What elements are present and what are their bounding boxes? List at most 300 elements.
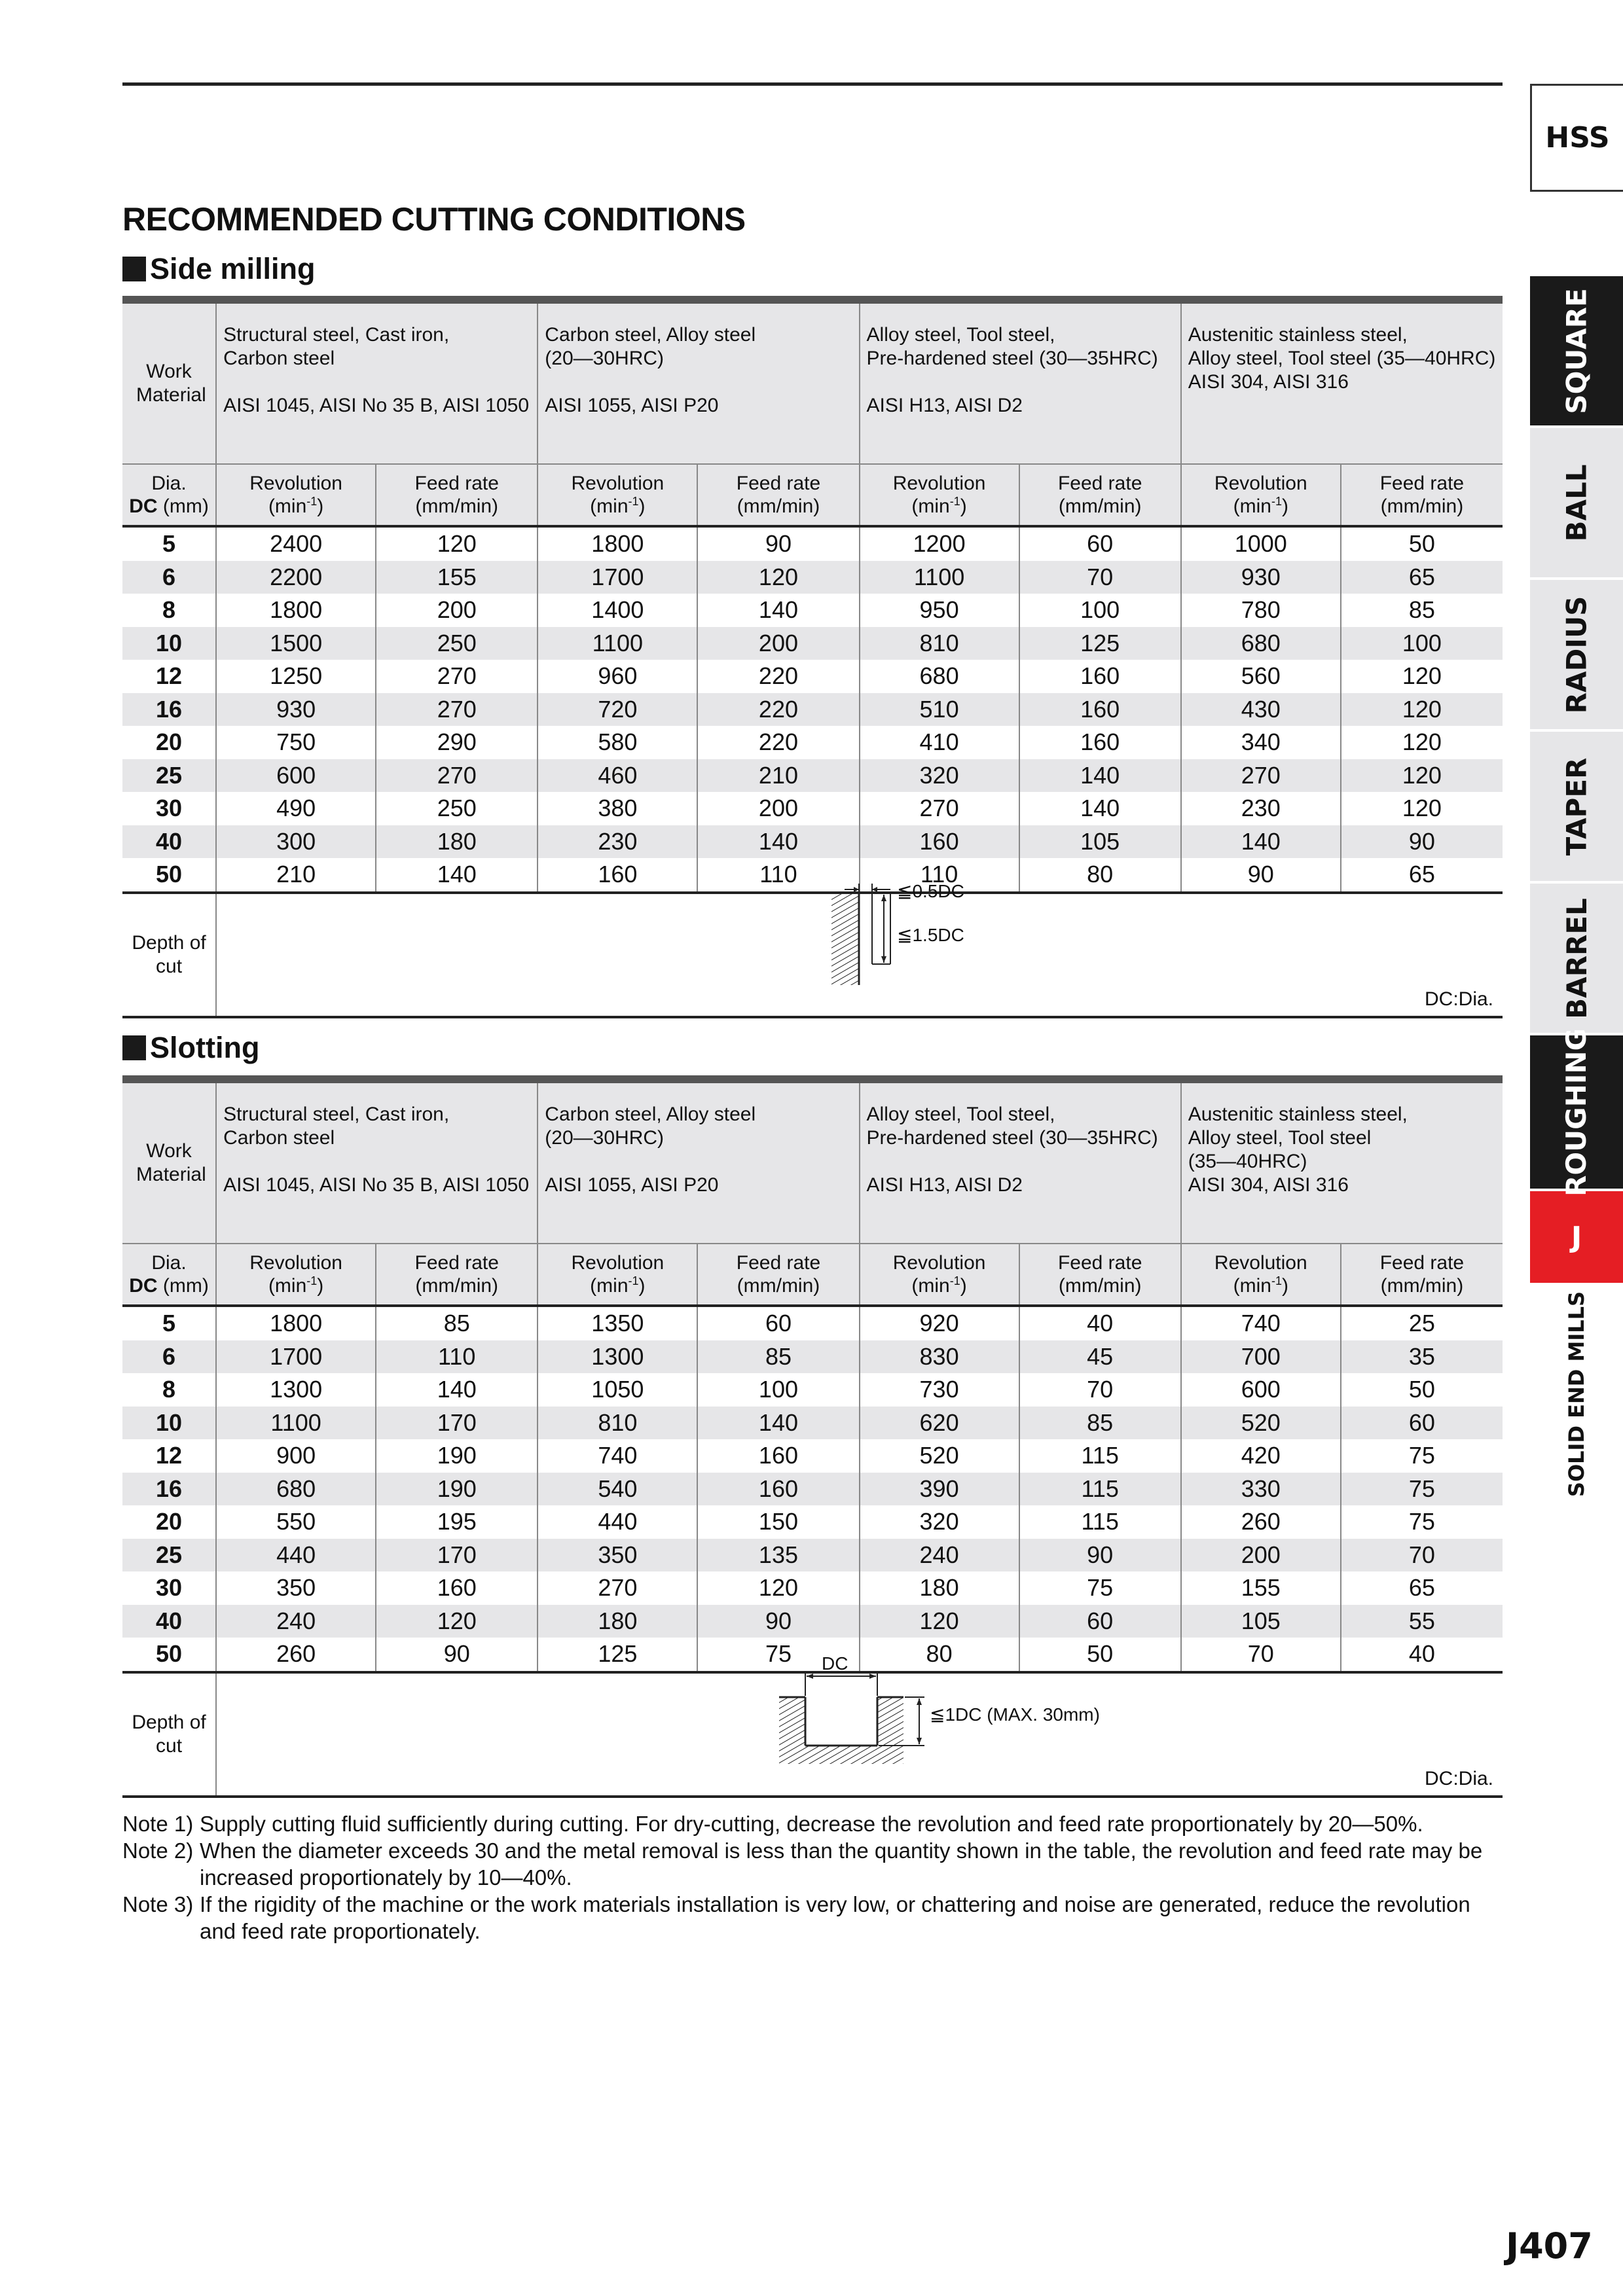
unit-close: ) — [638, 1275, 646, 1297]
dia-cell: 5 — [162, 1310, 176, 1337]
value-cell: 60 — [1019, 1605, 1181, 1638]
value-cell: 720 — [538, 693, 697, 726]
feed-label: Feed rate — [1057, 473, 1142, 494]
value-cell: 85 — [1341, 594, 1503, 627]
material-group-3 — [1181, 1079, 1503, 1244]
feed-unit: (mm/min) — [415, 495, 499, 517]
value-cell: 410 — [860, 726, 1019, 759]
value-cell: 270 — [376, 693, 538, 726]
work-material-label — [122, 300, 216, 464]
value-cell: 120 — [860, 1605, 1019, 1638]
material-code: AISI 304, AISI 316 — [1188, 1174, 1349, 1196]
value-cell: 45 — [1019, 1340, 1181, 1374]
value-cell: 750 — [216, 726, 376, 759]
dia-header — [122, 1244, 216, 1306]
value-cell: 380 — [538, 792, 697, 825]
value-cell: 620 — [860, 1407, 1019, 1440]
depth-label — [122, 893, 216, 1017]
value-cell: 270 — [860, 792, 1019, 825]
table-row — [122, 1505, 1503, 1539]
tab-ball[interactable] — [1530, 428, 1623, 580]
section-bullet — [122, 257, 146, 281]
value-cell: 260 — [216, 1638, 376, 1672]
unit-close: ) — [960, 495, 967, 517]
value-cell: 510 — [860, 693, 1019, 726]
feed-label: Feed rate — [736, 1252, 821, 1274]
revolution-unit — [538, 1274, 697, 1297]
note-2 — [122, 1837, 1504, 1891]
table-row — [122, 1407, 1503, 1440]
unit-exp: -1 — [949, 495, 960, 508]
value-cell: 50 — [1019, 1638, 1181, 1672]
feed-header — [1019, 464, 1181, 526]
value-cell: 210 — [216, 858, 376, 893]
revolution-header — [216, 464, 376, 526]
value-cell: 950 — [860, 594, 1019, 627]
value-cell: 220 — [697, 726, 859, 759]
feed-label: Feed rate — [414, 473, 499, 494]
value-cell: 210 — [697, 759, 859, 793]
revolution-unit — [860, 495, 1019, 518]
material-group-1 — [538, 300, 859, 464]
revolution-unit — [860, 1274, 1019, 1297]
unit-close: ) — [317, 1275, 324, 1297]
value-cell: 460 — [538, 759, 697, 793]
revolution-label: Revolution — [1214, 1252, 1307, 1274]
value-cell: 160 — [538, 858, 697, 893]
material-desc: Alloy steel, Tool steel, — [866, 324, 1055, 346]
feed-header — [697, 1244, 859, 1306]
value-cell: 75 — [1019, 1571, 1181, 1605]
value-cell: 1100 — [860, 561, 1019, 594]
table-row — [122, 1373, 1503, 1407]
material-desc: Austenitic stainless steel, — [1188, 324, 1408, 346]
unit-close: ) — [1281, 1275, 1288, 1297]
value-cell: 930 — [216, 693, 376, 726]
value-cell: 350 — [538, 1539, 697, 1572]
value-cell: 155 — [1181, 1571, 1341, 1605]
unit-base: (min — [590, 495, 629, 517]
material-desc: (35—40HRC) — [1188, 1151, 1307, 1172]
feed-unit: (mm/min) — [1380, 495, 1464, 517]
tab-radius[interactable] — [1530, 580, 1623, 732]
side-tabs — [1530, 276, 1623, 1283]
value-cell: 65 — [1341, 1571, 1503, 1605]
table-row — [122, 1473, 1503, 1506]
value-cell: 250 — [376, 792, 538, 825]
value-cell: 105 — [1181, 1605, 1341, 1638]
table-row — [122, 526, 1503, 561]
value-cell: 40 — [1019, 1306, 1181, 1340]
depth-label-line: Depth of — [132, 931, 206, 954]
value-cell: 200 — [1181, 1539, 1341, 1572]
value-cell: 170 — [376, 1407, 538, 1440]
dia-cell: 10 — [122, 1407, 216, 1440]
section-title-text: Slotting — [150, 1031, 260, 1064]
value-cell: 810 — [860, 627, 1019, 660]
value-cell: 125 — [1019, 627, 1181, 660]
dc-note: DC:Dia. — [1424, 1767, 1493, 1789]
top-rule — [122, 82, 1503, 86]
material-code: AISI H13, AISI D2 — [866, 1174, 1023, 1196]
value-cell: 200 — [376, 594, 538, 627]
value-cell: 65 — [1341, 858, 1503, 893]
note-label: Note 2) — [122, 1839, 194, 1863]
work-material-text: Work Material — [136, 1140, 206, 1185]
value-cell: 600 — [216, 759, 376, 793]
material-desc: Alloy steel, Tool steel (35—40HRC) — [1188, 348, 1496, 369]
value-cell: 75 — [1341, 1473, 1503, 1506]
depth-label-line: Depth of — [132, 1711, 206, 1733]
value-cell: 140 — [697, 594, 859, 627]
value-cell: 120 — [1341, 726, 1503, 759]
table-row — [122, 1539, 1503, 1572]
value-cell: 70 — [1019, 1373, 1181, 1407]
material-code: AISI 1045, AISI No 35 B, AISI 1050 — [223, 1174, 530, 1196]
value-cell: 240 — [860, 1539, 1019, 1572]
material-desc: Alloy steel, Tool steel — [1188, 1127, 1372, 1149]
dia-header-line: DC (mm) — [129, 495, 209, 517]
value-cell: 740 — [538, 1439, 697, 1473]
material-desc: Pre-hardened steel (30—35HRC) — [866, 348, 1158, 369]
value-cell: 730 — [860, 1373, 1019, 1407]
value-cell: 120 — [697, 561, 859, 594]
value-cell: 390 — [860, 1473, 1019, 1506]
unit-base: (min — [268, 1275, 307, 1297]
value-cell: 85 — [376, 1306, 538, 1340]
value-cell: 230 — [538, 825, 697, 859]
material-code: AISI 1055, AISI P20 — [545, 395, 719, 416]
value-cell: 125 — [538, 1638, 697, 1672]
feed-header — [697, 464, 859, 526]
value-cell: 240 — [216, 1605, 376, 1638]
diagram-label-slot-depth: ≦1DC (MAX. 30mm) — [930, 1704, 1100, 1725]
value-cell: 1700 — [538, 561, 697, 594]
value-cell: 250 — [376, 627, 538, 660]
note-3 — [122, 1891, 1504, 1945]
value-cell: 1800 — [538, 526, 697, 561]
value-cell: 320 — [860, 759, 1019, 793]
revolution-header — [538, 1244, 697, 1306]
value-cell: 140 — [697, 825, 859, 859]
value-cell: 70 — [1181, 1638, 1341, 1672]
section-title-slotting — [122, 1031, 259, 1065]
value-cell: 320 — [860, 1505, 1019, 1539]
value-cell: 75 — [1341, 1439, 1503, 1473]
value-cell: 700 — [1181, 1340, 1341, 1374]
dia-cell: 50 — [122, 1638, 216, 1672]
value-cell: 1300 — [538, 1340, 697, 1374]
material-desc: (20—30HRC) — [545, 1127, 665, 1149]
unit-base: (min — [1233, 495, 1271, 517]
feed-header — [1341, 464, 1503, 526]
dia-header-line: Dia. — [151, 1252, 187, 1274]
note-text: If the rigidity of the machine or the work materials installation is very low, or chattering and noise are generated, reduce the revolution and feed rate proportionately. — [200, 1892, 1470, 1943]
table-row — [122, 726, 1503, 759]
value-cell: 180 — [860, 1571, 1019, 1605]
value-cell: 160 — [1019, 726, 1181, 759]
feed-unit: (mm/min) — [1380, 1275, 1464, 1297]
unit-exp: -1 — [306, 1274, 318, 1287]
value-cell: 140 — [697, 1407, 859, 1440]
value-cell: 100 — [1019, 594, 1181, 627]
dia-cell: 30 — [156, 795, 183, 822]
dia-cell: 8 — [162, 596, 176, 624]
value-cell: 270 — [1181, 759, 1341, 793]
material-desc: Carbon steel — [223, 348, 335, 369]
value-cell: 810 — [538, 1407, 697, 1440]
value-cell: 140 — [1181, 825, 1341, 859]
revolution-header — [1181, 1244, 1341, 1306]
value-cell: 170 — [376, 1539, 538, 1572]
depth-label-line: cut — [156, 955, 183, 977]
dia-cell: 10 — [122, 627, 216, 660]
note-1 — [122, 1810, 1504, 1837]
value-cell: 1250 — [216, 660, 376, 693]
material-desc: Carbon steel, Alloy steel — [545, 324, 756, 346]
revolution-label: Revolution — [1214, 473, 1307, 494]
dia-cell: 40 — [122, 1605, 216, 1638]
value-cell: 75 — [1341, 1505, 1503, 1539]
value-cell: 2400 — [216, 526, 376, 561]
unit-close: ) — [960, 1275, 967, 1297]
category-box: HSS — [1530, 84, 1623, 192]
value-cell: 300 — [216, 825, 376, 859]
feed-unit: (mm/min) — [1058, 1275, 1142, 1297]
tab-taper[interactable] — [1530, 732, 1623, 884]
section-title-side-milling — [122, 252, 316, 286]
material-desc: AISI 304, AISI 316 — [1188, 371, 1349, 393]
material-group-1 — [538, 1079, 859, 1244]
unit-base: (min — [590, 1275, 629, 1297]
value-cell: 60 — [1341, 1407, 1503, 1440]
unit-base: (min — [1233, 1275, 1271, 1297]
unit-exp: -1 — [1271, 1274, 1282, 1287]
dia-cell: 16 — [122, 1473, 216, 1506]
value-cell: 1500 — [216, 627, 376, 660]
value-cell: 160 — [697, 1439, 859, 1473]
value-cell: 100 — [1341, 627, 1503, 660]
value-cell: 55 — [1341, 1605, 1503, 1638]
depth-label-line: cut — [156, 1734, 183, 1757]
value-cell: 1800 — [216, 1306, 376, 1340]
revolution-unit — [1182, 1274, 1340, 1297]
value-cell: 440 — [538, 1505, 697, 1539]
value-cell: 155 — [376, 561, 538, 594]
value-cell: 1400 — [538, 594, 697, 627]
tab-barrel-label: BARREL — [1560, 897, 1593, 1019]
revolution-header — [860, 464, 1019, 526]
value-cell: 1350 — [538, 1306, 697, 1340]
tab-ball-label: BALL — [1560, 463, 1593, 542]
dia-cell: 6 — [122, 1340, 216, 1374]
value-cell: 90 — [697, 526, 859, 561]
value-cell: 1300 — [216, 1373, 376, 1407]
value-cell: 270 — [376, 759, 538, 793]
material-group-0 — [216, 300, 538, 464]
tab-roughing[interactable] — [1530, 1028, 1623, 1196]
work-material-label — [122, 1079, 216, 1244]
value-cell: 50 — [1341, 1373, 1503, 1407]
dia-header — [122, 464, 216, 526]
value-cell: 520 — [1181, 1407, 1341, 1440]
value-cell: 680 — [216, 1473, 376, 1506]
unit-close: ) — [1281, 495, 1288, 517]
value-cell: 120 — [697, 1571, 859, 1605]
feed-label: Feed rate — [736, 473, 821, 494]
value-cell: 120 — [1341, 693, 1503, 726]
value-cell: 960 — [538, 660, 697, 693]
dia-header-line: Dia. — [151, 473, 187, 494]
material-desc: Pre-hardened steel (30—35HRC) — [866, 1127, 1158, 1149]
revolution-label: Revolution — [892, 1252, 986, 1274]
value-cell: 140 — [1019, 759, 1181, 793]
feed-unit: (mm/min) — [737, 495, 820, 517]
value-cell: 140 — [376, 1373, 538, 1407]
page-title: RECOMMENDED CUTTING CONDITIONS — [122, 201, 746, 238]
revolution-unit — [217, 1274, 375, 1297]
value-cell: 160 — [1019, 693, 1181, 726]
tab-square[interactable] — [1530, 276, 1623, 428]
work-material-row — [122, 1079, 1503, 1244]
revolution-unit — [538, 495, 697, 518]
value-cell: 490 — [216, 792, 376, 825]
tab-barrel[interactable] — [1530, 884, 1623, 1035]
table-row — [122, 1340, 1503, 1374]
revolution-unit — [1182, 495, 1340, 518]
table-row — [122, 660, 1503, 693]
revolution-unit — [217, 495, 375, 518]
dia-cell: 40 — [122, 825, 216, 859]
value-cell: 90 — [697, 1605, 859, 1638]
value-cell: 900 — [216, 1439, 376, 1473]
feed-unit: (mm/min) — [737, 1275, 820, 1297]
unit-exp: -1 — [628, 1274, 639, 1287]
value-cell: 60 — [697, 1306, 859, 1340]
material-code: AISI 1055, AISI P20 — [545, 1174, 719, 1196]
value-cell: 160 — [697, 1473, 859, 1506]
dia-cell: 25 — [122, 759, 216, 793]
work-material-text: Work Material — [136, 361, 206, 406]
value-cell: 420 — [1181, 1439, 1341, 1473]
table-row — [122, 594, 1503, 627]
value-cell: 35 — [1341, 1340, 1503, 1374]
value-cell: 90 — [376, 1638, 538, 1672]
value-cell: 50 — [1341, 526, 1503, 561]
work-material-row — [122, 300, 1503, 464]
value-cell: 105 — [1019, 825, 1181, 859]
revolution-label: Revolution — [892, 473, 986, 494]
table-row — [122, 759, 1503, 793]
value-cell: 550 — [216, 1505, 376, 1539]
revolution-label: Revolution — [249, 473, 342, 494]
table-row — [122, 561, 1503, 594]
dia-cell: 25 — [122, 1539, 216, 1572]
value-cell: 780 — [1181, 594, 1341, 627]
section-bullet — [122, 1035, 146, 1060]
material-code: AISI 1045, AISI No 35 B, AISI 1050 — [223, 395, 530, 416]
value-cell: 160 — [860, 825, 1019, 859]
tab-radius-label: RADIUS — [1560, 596, 1593, 713]
revolution-header — [1181, 464, 1341, 526]
dia-cell: 20 — [156, 1508, 183, 1535]
dia-cell: 20 — [156, 728, 183, 756]
value-cell: 220 — [697, 660, 859, 693]
value-cell: 1100 — [538, 627, 697, 660]
dia-header-line: DC (mm) — [129, 1275, 209, 1297]
value-cell: 60 — [1019, 526, 1181, 561]
value-cell: 830 — [860, 1340, 1019, 1374]
dia-cell: 50 — [122, 858, 216, 893]
value-cell: 90 — [1341, 825, 1503, 859]
value-cell: 1100 — [216, 1407, 376, 1440]
revolution-label: Revolution — [249, 1252, 342, 1274]
table-row — [122, 693, 1503, 726]
value-cell: 190 — [376, 1439, 538, 1473]
value-cell: 160 — [376, 1571, 538, 1605]
dia-cell: 30 — [156, 1574, 183, 1602]
value-cell: 140 — [376, 858, 538, 893]
value-cell: 540 — [538, 1473, 697, 1506]
revolution-header — [538, 464, 697, 526]
value-cell: 1000 — [1181, 526, 1341, 561]
value-cell: 1200 — [860, 526, 1019, 561]
revolution-label: Revolution — [571, 473, 665, 494]
value-cell: 930 — [1181, 561, 1341, 594]
dia-cell: 5 — [162, 530, 176, 558]
tab-taper-label: TAPER — [1560, 757, 1593, 855]
value-cell: 440 — [216, 1539, 376, 1572]
note-label: Note 1) — [122, 1812, 194, 1836]
unit-exp: -1 — [1271, 495, 1282, 508]
table-row — [122, 627, 1503, 660]
value-cell: 80 — [860, 1638, 1019, 1672]
value-cell: 230 — [1181, 792, 1341, 825]
unit-close: ) — [317, 495, 324, 517]
tab-j[interactable] — [1530, 1191, 1623, 1283]
value-cell: 220 — [697, 693, 859, 726]
value-cell: 150 — [697, 1505, 859, 1539]
feed-label: Feed rate — [414, 1252, 499, 1274]
value-cell: 1700 — [216, 1340, 376, 1374]
value-cell: 1800 — [216, 594, 376, 627]
value-cell: 330 — [1181, 1473, 1341, 1506]
value-cell: 120 — [1341, 792, 1503, 825]
diagram-label-width: ≦0.5DC — [897, 881, 964, 901]
table-row — [122, 1439, 1503, 1473]
note-text: Supply cutting fluid sufficiently during cutting. For dry-cutting, decrease the revolution and feed rate proportionately by 20—50%. — [200, 1812, 1423, 1836]
value-cell: 100 — [697, 1373, 859, 1407]
unit-base: (min — [268, 495, 307, 517]
slotting-depth-diagram — [759, 1659, 936, 1770]
diagram-label-depth: ≦1.5DC — [897, 925, 964, 945]
material-group-2 — [860, 1079, 1181, 1244]
note-label: Note 3) — [122, 1892, 194, 1916]
value-cell: 180 — [538, 1605, 697, 1638]
page-number: J407 — [1506, 2225, 1593, 2267]
material-desc: Structural steel, Cast iron, — [223, 1103, 450, 1125]
table-row — [122, 792, 1503, 825]
table-row — [122, 1306, 1503, 1340]
value-cell: 270 — [538, 1571, 697, 1605]
value-cell: 65 — [1341, 561, 1503, 594]
value-cell: 40 — [1341, 1638, 1503, 1672]
dia-cell: 8 — [162, 1376, 176, 1403]
unit-exp: -1 — [306, 495, 318, 508]
value-cell: 195 — [376, 1505, 538, 1539]
value-cell: 430 — [1181, 693, 1341, 726]
table-row — [122, 1571, 1503, 1605]
